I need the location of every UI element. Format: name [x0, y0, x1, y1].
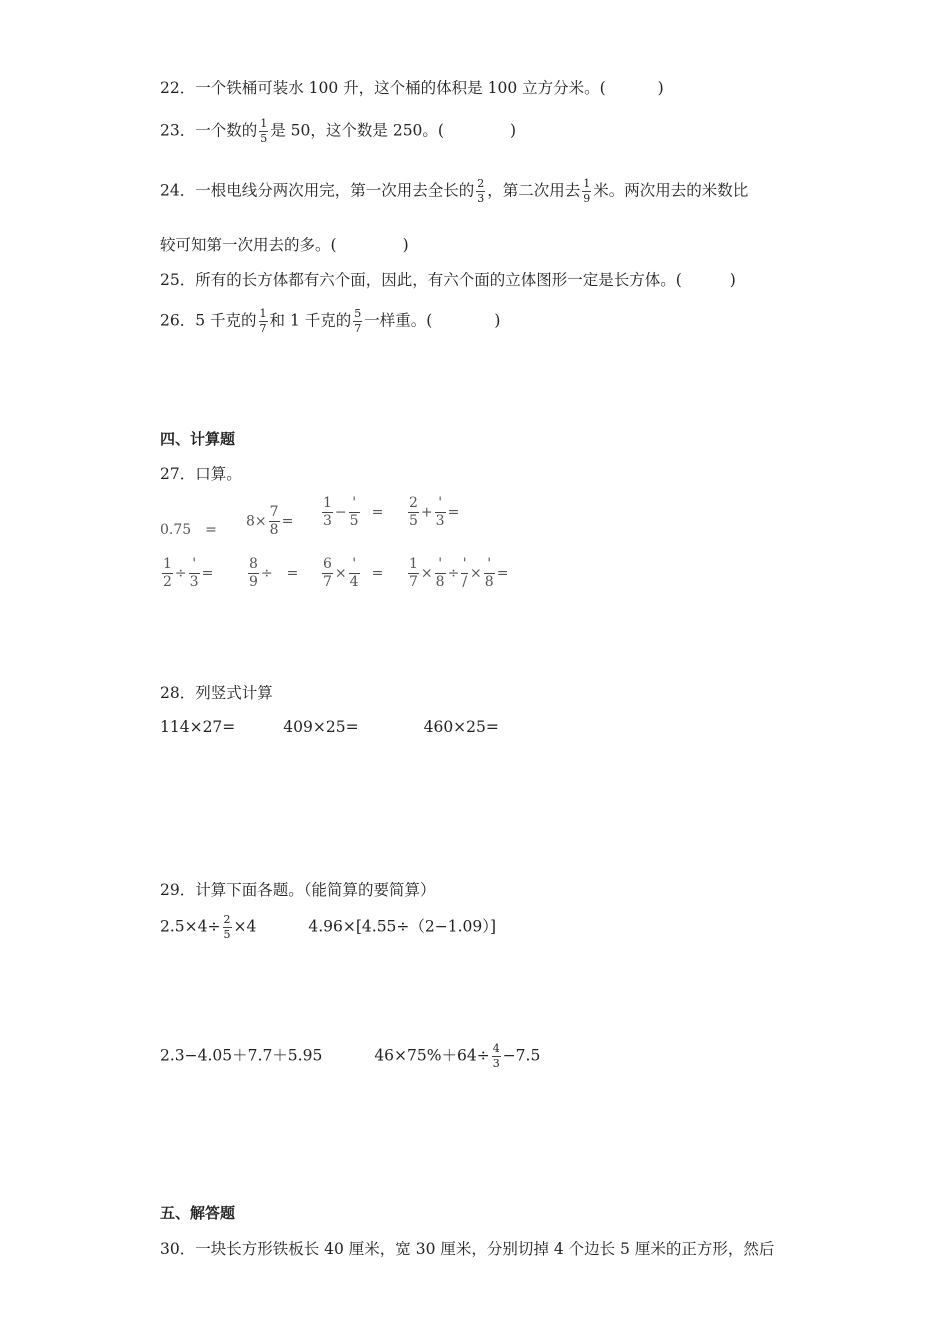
fraction [269, 505, 280, 538]
oral-calc-item [246, 557, 298, 590]
question-number: 26． [160, 311, 196, 330]
fraction [408, 557, 419, 590]
operator: + [420, 504, 433, 521]
question-28-items [160, 718, 499, 736]
question-text: 米。两次用去的米数比 [593, 181, 749, 200]
expression-text: 4.96×[4.55÷（2−1.09）] [308, 917, 497, 936]
fraction-denominator: 3 [477, 192, 485, 205]
operator: × [470, 565, 482, 582]
fraction-numerator: 1 [259, 307, 267, 320]
fraction-denominator: / [462, 574, 468, 590]
expression-text: = [496, 565, 509, 582]
section-heading-5: 五、解答题 [160, 1204, 236, 1222]
expression-text: = [201, 565, 214, 582]
fraction [461, 557, 468, 590]
fraction-denominator: 7 [354, 322, 362, 335]
answer-bracket-close: ) [657, 79, 664, 97]
question-29-title: 29．计算下面各题。（能简算的要简算） [160, 881, 436, 899]
question-text: 所有的长方体都有六个面，因此，有六个面的立体图形一定是长方体。( [195, 271, 682, 289]
fraction-numerator: ' [487, 556, 492, 572]
answer-bracket-close: ) [402, 236, 409, 254]
fraction-denominator: 8 [484, 574, 494, 590]
fraction [435, 496, 446, 529]
operator: − [334, 504, 347, 521]
fraction-numerator: 2 [223, 913, 231, 926]
answer-bracket-close: ) [729, 271, 736, 289]
vertical-calc-item: 460×25= [423, 718, 499, 736]
operator: ÷ [174, 565, 187, 582]
question-24 [160, 178, 748, 205]
fraction-numerator: 1 [163, 556, 172, 572]
fraction-numerator: ' [438, 495, 443, 511]
fraction-numerator: ' [438, 556, 443, 572]
fraction-denominator: 3 [323, 513, 332, 529]
fraction [248, 557, 259, 590]
fraction-numerator: ' [192, 556, 197, 572]
operator: × [334, 565, 347, 582]
fraction-numerator: 1 [323, 495, 332, 511]
fraction [484, 557, 495, 590]
fraction [322, 496, 333, 529]
question-text: 一样重。( [364, 311, 433, 330]
fraction-numerator: 1 [409, 556, 418, 572]
fraction [349, 557, 360, 590]
fraction-denominator: 3 [189, 574, 199, 590]
question-25 [160, 268, 736, 290]
fraction-denominator: 8 [269, 522, 279, 538]
operator: ÷ [447, 565, 460, 582]
fraction-numerator: 6 [323, 556, 332, 572]
question-number: 23． [160, 121, 196, 140]
vertical-calc-item: 114×27= [160, 718, 236, 736]
fraction [259, 118, 268, 145]
expression-text: = [371, 565, 384, 582]
oral-calc-item [246, 505, 293, 538]
fraction-denominator: 5 [260, 132, 268, 145]
question-number: 25． [160, 271, 196, 289]
fraction-denominator: 4 [349, 574, 359, 590]
fraction-numerator: ' [462, 556, 467, 572]
fraction-denominator: 9 [583, 192, 591, 205]
fraction-denominator: 3 [492, 1057, 500, 1070]
fraction-numerator: 2 [409, 495, 418, 511]
section-heading-4: 四、计算题 [160, 430, 236, 448]
answer-bracket-close: ) [509, 121, 517, 140]
fraction-denominator: 5 [409, 513, 418, 529]
oral-calc-item [320, 496, 383, 529]
question-text: 5 千克的 [195, 311, 257, 330]
fraction-numerator: 7 [269, 504, 279, 520]
fraction [189, 557, 200, 590]
fraction [353, 308, 362, 335]
question-26 [160, 308, 500, 335]
question-text: 和 1 千克的 [269, 311, 352, 330]
fraction-denominator: 3 [435, 513, 445, 529]
question-text: 一根电线分两次用完，第一次用去全长的 [195, 181, 475, 200]
expression-text: 0.75 = [160, 522, 217, 538]
fraction-numerator: ' [352, 556, 357, 572]
question-27-title: 27．口算。 [160, 465, 242, 483]
oral-calc-item [406, 496, 459, 529]
oral-calc-item [160, 557, 213, 590]
question-text: 一块长方形铁板长 40 厘米，宽 30 厘米，分别切掉 4 个边长 5 厘米的正方形，然后 [195, 1240, 775, 1258]
fraction [582, 178, 591, 205]
fraction [259, 308, 268, 335]
fraction [408, 496, 419, 529]
fraction-denominator: 9 [249, 574, 258, 590]
expression-text: = [281, 513, 294, 530]
expression-text: 2.3−4.05＋7.7＋5.95 [160, 1046, 323, 1065]
question-29-row-2 [160, 1043, 540, 1070]
fraction [349, 496, 360, 529]
question-22 [160, 76, 664, 98]
question-text: 较可知第一次用去的多。( [160, 236, 337, 254]
fraction [162, 557, 173, 590]
answer-bracket-close: ) [494, 311, 501, 330]
question-text: 一个数的 [195, 121, 258, 140]
question-30 [160, 1237, 774, 1259]
question-24-line-2 [160, 233, 409, 255]
question-23 [160, 118, 516, 145]
oral-calc-item [160, 519, 217, 539]
fraction [223, 914, 232, 941]
question-28-title: 28．列竖式计算 [160, 684, 273, 702]
fraction-numerator: 8 [249, 556, 258, 572]
expression-text: = [447, 504, 460, 521]
fraction [492, 1043, 501, 1070]
expression-text: ×4 [233, 917, 257, 936]
question-29-row-1 [160, 914, 496, 941]
expression-text: ÷ = [260, 565, 299, 582]
question-number: 22． [160, 79, 196, 97]
fraction-numerator: 1 [260, 117, 268, 130]
question-text: 是 50，这个数是 250。( [270, 121, 444, 140]
fraction-numerator: 2 [477, 177, 485, 190]
fraction-numerator: ' [352, 495, 357, 511]
question-text: ，第二次用去 [487, 181, 581, 200]
fraction [322, 557, 333, 590]
expression-text: −7.5 [502, 1046, 541, 1065]
question-text: 一个铁桶可装水 100 升，这个桶的体积是 100 立方分米。( [195, 79, 606, 97]
fraction-denominator: 7 [259, 322, 267, 335]
expression-text: 2.5×4÷ [160, 917, 221, 936]
operator: × [420, 565, 433, 582]
question-number: 30． [160, 1240, 196, 1258]
fraction-denominator: 7 [409, 574, 418, 590]
fraction-denominator: 7 [323, 574, 332, 590]
expression-text: = [371, 504, 384, 521]
fraction-numerator: 1 [583, 177, 591, 190]
fraction [476, 178, 485, 205]
fraction-denominator: 8 [435, 574, 445, 590]
expression-text: 46×75%＋64÷ [374, 1046, 490, 1065]
fraction-denominator: 2 [163, 574, 172, 590]
fraction-denominator: 5 [223, 928, 231, 941]
oral-calc-item [406, 557, 508, 590]
vertical-calc-item: 409×25= [283, 718, 359, 736]
fraction [435, 557, 446, 590]
fraction-numerator: 4 [492, 1042, 500, 1055]
oral-calc-item [320, 557, 383, 590]
question-number: 24． [160, 181, 196, 200]
fraction-numerator: 5 [354, 307, 362, 320]
fraction-denominator: 5 [349, 513, 359, 529]
expression-text: 8× [246, 513, 267, 530]
